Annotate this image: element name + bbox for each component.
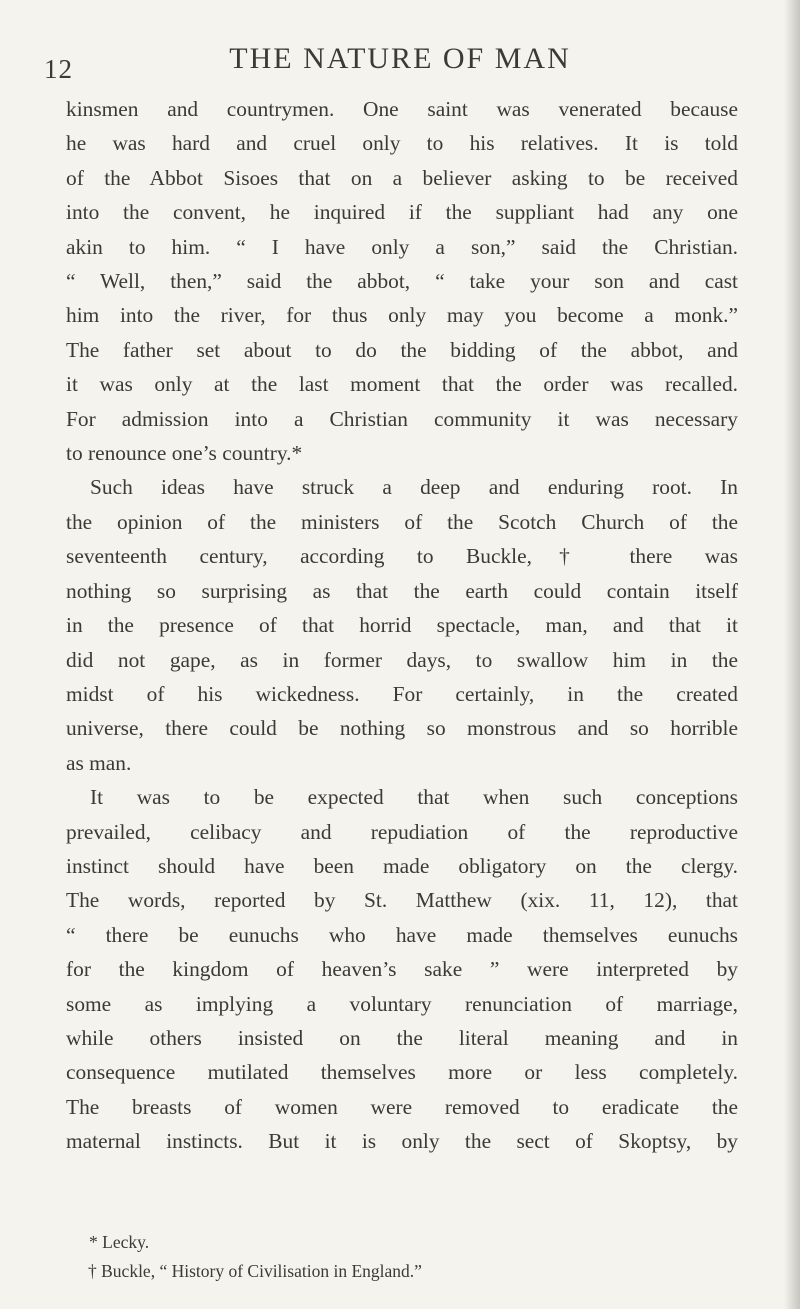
- text-line: he was hard and cruel only to his relatives. It is told: [66, 131, 738, 156]
- text-line: into the convent, he inquired if the suppliant had any one: [66, 200, 738, 225]
- text-line: consequence mutilated themselves more or less completely.: [66, 1060, 738, 1085]
- footnote-lecky: * Lecky.: [89, 1232, 150, 1252]
- text-line: the opinion of the ministers of the Scotch Church of the: [66, 509, 738, 534]
- footnotes: [88, 1228, 728, 1286]
- text-line: did not gape, as in former days, to swallow him in the: [66, 647, 738, 672]
- text-line: as man.: [66, 750, 132, 775]
- text-line: while others insisted on the literal meaning and in: [66, 1025, 738, 1050]
- text-line: It was to be expected that when such conceptions: [90, 785, 738, 810]
- text-line: The breasts of women were removed to eradicate the: [66, 1094, 738, 1119]
- text-line: it was only at the last moment that the order was recalled.: [66, 372, 738, 397]
- text-line: “ Well, then,” said the abbot, “ take your son and cast: [66, 269, 738, 294]
- text-line: to renounce one’s country.*: [66, 441, 303, 466]
- page-number: 12: [44, 54, 73, 84]
- text-line: For admission into a Christian community it was necessary: [66, 406, 738, 431]
- text-line: instinct should have been made obligatory on the clergy.: [66, 853, 738, 878]
- text-line: universe, there could be nothing so monstrous and so horrible: [66, 716, 738, 741]
- running-head: THE NATURE OF MAN: [229, 42, 571, 75]
- text-line: Such ideas have struck a deep and enduring root. In: [90, 475, 738, 500]
- text-line: midst of his wickedness. For certainly, in the created: [66, 681, 738, 706]
- footnote-buckle: † Buckle, “ History of Civilisation in England.”: [88, 1261, 422, 1281]
- text-line: maternal instincts. But it is only the sect of Skoptsy, by: [66, 1129, 738, 1154]
- text-line: nothing so surprising as that the earth could contain itself: [66, 578, 738, 603]
- text-line: kinsmen and countrymen. One saint was venerated because: [66, 97, 738, 121]
- text-line: The father set about to do the bidding of the abbot, and: [66, 337, 738, 362]
- text-line: for the kingdom of heaven’s sake ” were interpreted by: [66, 957, 738, 982]
- text-line: of the Abbot Sisoes that on a believer asking to be received: [66, 165, 738, 190]
- text-line: some as implying a voluntary renunciation of marriage,: [66, 991, 738, 1016]
- text-line: him into the river, for thus only may you become a monk.”: [66, 303, 738, 328]
- text-line: prevailed, celibacy and repudiation of the reproductive: [66, 819, 738, 844]
- text-line: “ there be eunuchs who have made themselves eunuchs: [66, 922, 738, 947]
- body-text: [66, 92, 738, 1159]
- text-line: in the presence of that horrid spectacle, man, and that it: [66, 613, 738, 638]
- text-line: seventeenth century, according to Buckle,† there was: [66, 544, 738, 569]
- page-edge-shadow: [784, 0, 800, 1309]
- text-line: The words, reported by St. Matthew (xix. 11, 12), that: [66, 888, 738, 913]
- text-line: akin to him. “ I have only a son,” said the Christian.: [66, 234, 738, 259]
